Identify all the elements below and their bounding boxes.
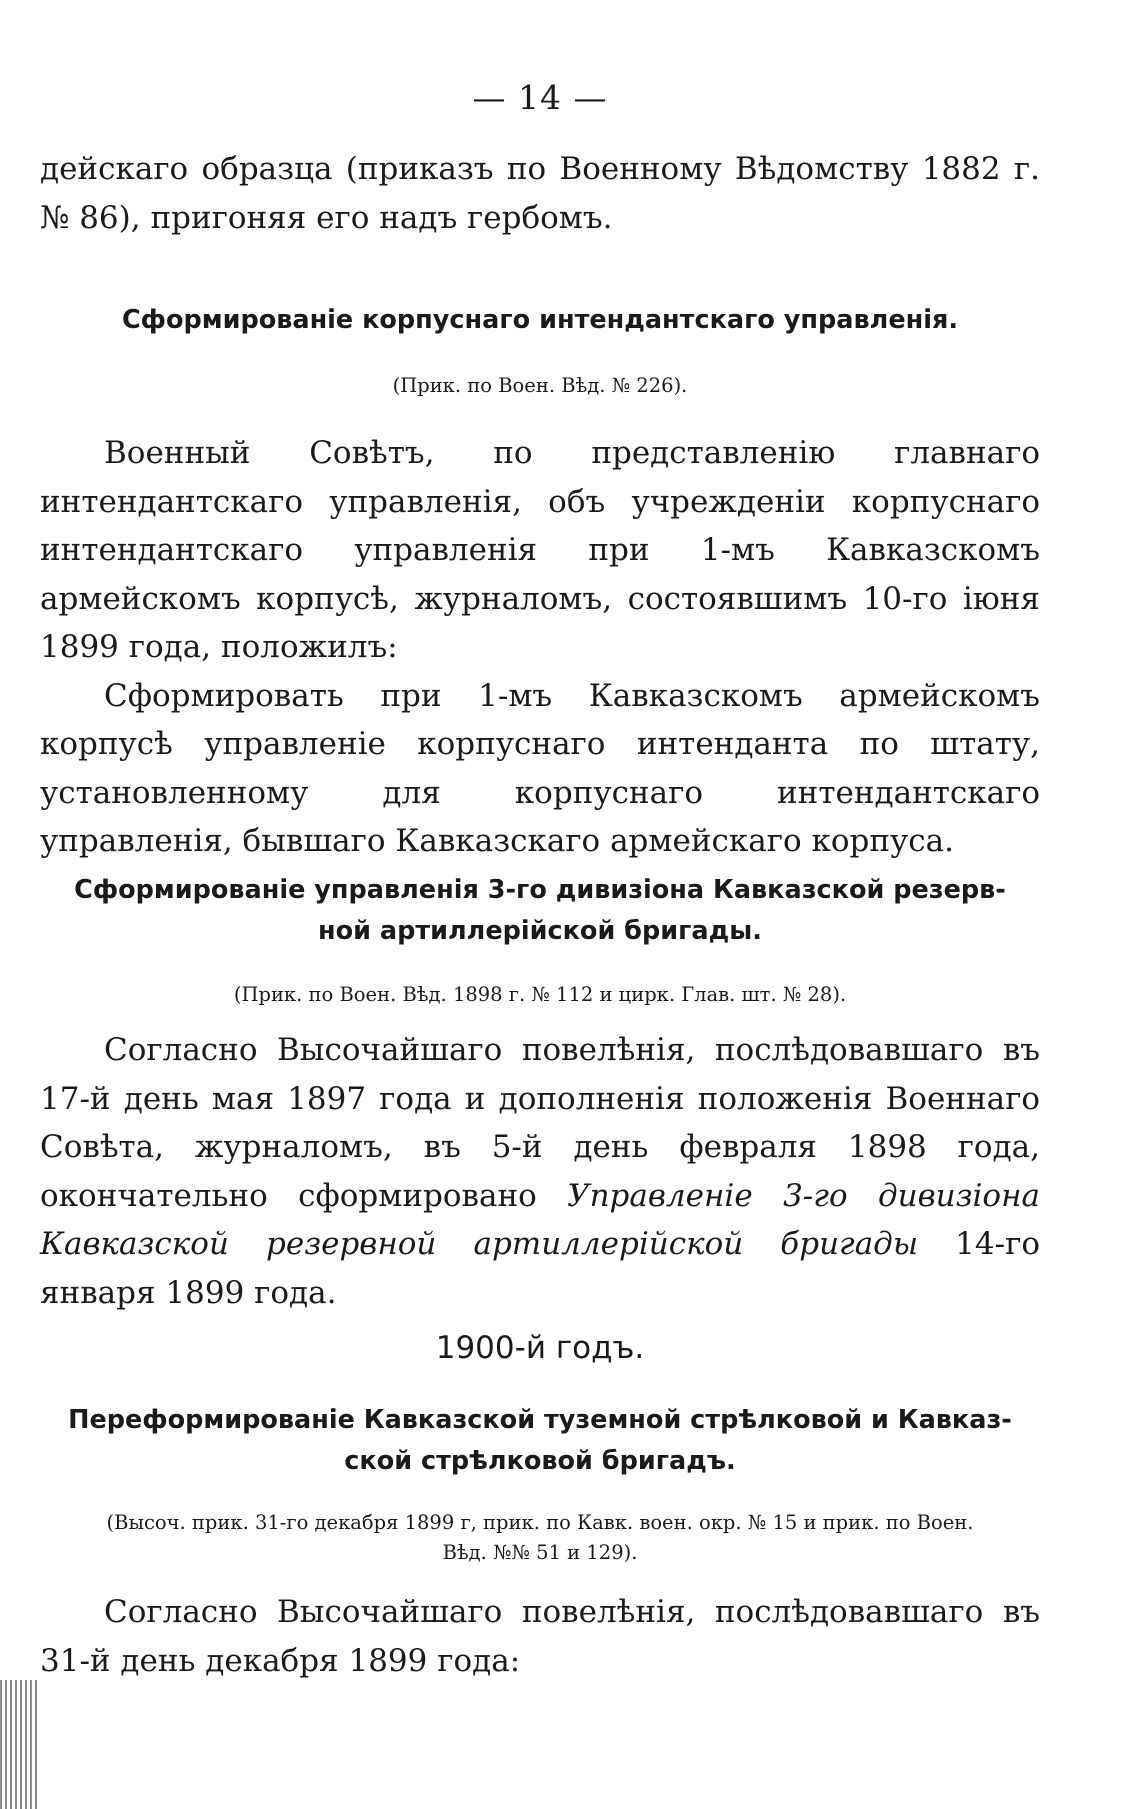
- section-2-paragraph-start: Согласно Высочайшаго повелѣнія, послѣдовавшаго въ 17-й день мая 1897 года и дополненія положенія Военнаго Совѣта, журналомъ, въ 5-й день февраля 1898 года, окончательно сформировано: [40, 1032, 1040, 1214]
- section-3: [40, 1400, 1040, 1685]
- section-2-paragraph-end: 14-го января 1899 года.: [40, 1226, 1040, 1311]
- section-2-heading-line-2: ной артиллерійской бригады.: [318, 916, 762, 946]
- section-1: [40, 300, 1040, 866]
- scan-edge-artifact: [0, 1680, 38, 1809]
- section-3-paragraph: Согласно Высочайшаго повелѣнія, послѣдовавшаго въ 31-й день декабря 1899 года:: [40, 1594, 1040, 1679]
- year-block: [40, 1330, 1040, 1366]
- section-1-paragraph-2: Сформировать при 1-мъ Кавказскомъ армейскомъ корпусѣ управленіе корпуснаго интенданта по штату, установленному для корпуснаго интендантскаго управленія, бывшаго Кавказскаго армейскаго корпуса.: [40, 677, 1040, 859]
- section-3-heading-line-2: ской стрѣлковой бригадъ.: [344, 1446, 736, 1476]
- year-heading: 1900-й годъ.: [435, 1330, 645, 1366]
- section-2-heading-line-1: Сформированіе управленія 3-го дивизіона Кавказской резерв-: [74, 875, 1006, 905]
- page-number: — 14 —: [472, 78, 608, 117]
- section-1-heading: Сформированіе корпуснаго интендантскаго управленія.: [121, 305, 959, 335]
- intro-paragraph: дейскаго образца (приказъ по Военному Вѣдомству 1882 г. № 86), пригоняя его надъ гербомъ.: [40, 151, 1040, 236]
- section-1-paragraph-1: Военный Совѣтъ, по представленію главнаго интендантскаго управленія, объ учрежденіи корпуснаго интендантскаго управленія при 1-мъ Кавказскомъ армейскомъ корпусѣ, журналомъ, состоявшимъ 10-го іюня 1899 года, положилъ:: [40, 435, 1040, 665]
- section-3-reference-line-2: Вѣд. №№ 51 и 129).: [442, 1541, 638, 1564]
- section-2: [40, 870, 1040, 1317]
- section-3-reference-line-1: (Высоч. прик. 31-го декабря 1899 г, прик. по Кавк. воен. окр. № 15 и прик. по Воен.: [106, 1511, 974, 1534]
- section-3-heading-line-1: Переформированіе Кавказской туземной стрѣлковой и Кавказ-: [68, 1405, 1012, 1435]
- section-2-reference: (Прик. по Воен. Вѣд. 1898 г. № 112 и цирк. Глав. шт. № 28).: [233, 983, 847, 1006]
- intro-block: [40, 145, 1040, 242]
- section-1-reference: (Прик. по Воен. Вѣд. № 226).: [392, 374, 688, 397]
- section-2-paragraph-italic: Управленіе 3-го дивизіона Кавказской резервной артиллерійской бригады: [40, 1177, 1040, 1262]
- section-2-paragraph: [40, 1026, 1040, 1317]
